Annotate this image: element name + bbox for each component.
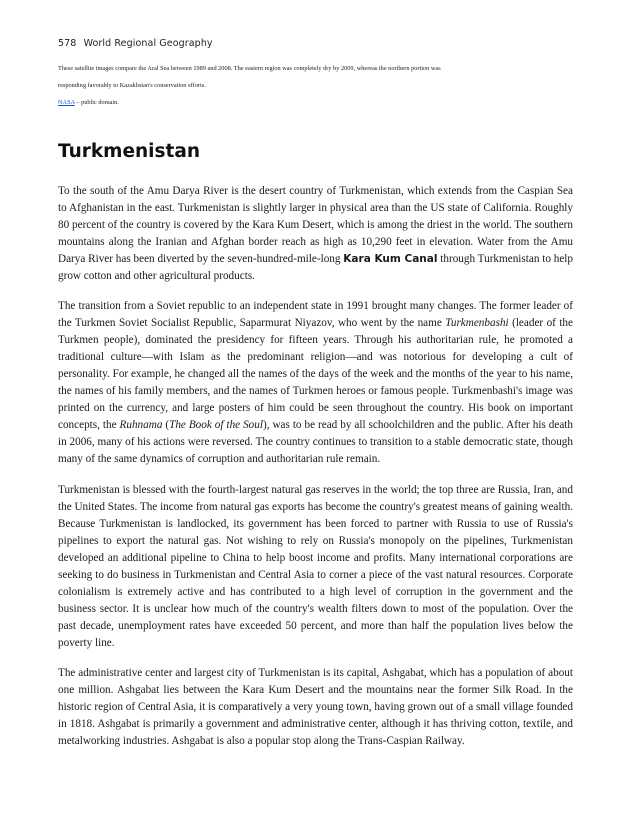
credit-license: – public domain. [74, 99, 119, 106]
nasa-credit-link[interactable]: NASA [58, 99, 75, 106]
italic-name: Turkmenbashi [445, 317, 509, 329]
section-body [58, 183, 573, 763]
paragraph-2-paren: ( [162, 419, 170, 431]
figure-caption: These satellite images compare the Aral Sea between 1989 and 2008. The eastern region was completely dry by 2009, whereas the northern portion was responding favorably to Kazakhstan's conservation efforts. [58, 65, 441, 89]
running-header [58, 38, 213, 49]
paragraph-3: Turkmenistan is blessed with the fourth-largest natural gas reserves in the world; the top three are Russia, Iran, and the United States. The income from natural gas exports has become the country's greatest means of gaining wealth. Because Turkmenistan is landlocked, its government has been forced to partner with Russia to use of Russia's pipelines to export the natural gas. Not wishing to rely on Russia's monopoly on the pipelines, Turkmenistan developed an additional pipeline to China to help boost income and profits. Many international corporations are seeking to do business in Turkmenistan and Central Asia to corner a piece of the vast natural resources. Corporate colonialism is extremely active and has contributed to a high level of corruption in the government and the business sector. It is unclear how much of the country's wealth filters down to most of the population. Over the past decade, unemployment rates have exceeded 50 percent, and more than half the population lives below the poverty line. [58, 484, 573, 649]
paragraph-4: The administrative center and largest city of Turkmenistan is its capital, Ashgabat, which has a population of about one million. Ashgabat lies between the Kara Kum Desert and the mountains near the former Silk Road. In the historic region of Central Asia, it is comparatively a very young town, having grown out of a small village founded in 1818. Ashgabat is primarily a government and administrative center, although it has thriving cotton, textile, and metalworking industries. Ashgabat is also a popular stop along the Trans-Caspian Railway. [58, 667, 573, 747]
book-title: World Regional Geography [83, 38, 213, 49]
paragraph-2-text-end: ), was to be read by all schoolchildren and the public. After his death in 2006, many of his actions were reversed. The country continues to transition to a stable democratic state, though many of the same dynamics of corruption and authoritarian rule remain. [58, 419, 573, 465]
key-term: Kara Kum Canal [343, 253, 438, 265]
paragraph-2-text-mid: (leader of the Turkmen people), dominated the presidency for fifteen years. Through his authoritarian rule, he promoted a traditional culture—with Islam as the predominant religion—and was notorious for developing a cult of personality. For example, he changed all the names of the days of the week and the months of the year to his name, the names of his family members, and the names of Turkmen heroes or famous people. Turkmenbashi's image was printed on the currency, and large posters of him could be seen throughout the country. His book on important concepts, the [58, 317, 573, 431]
image-credit [58, 99, 119, 106]
italic-book-title: Ruhnama [119, 419, 163, 431]
paragraph-1 [58, 183, 573, 285]
italic-book-translation: The Book of the Soul [169, 419, 263, 431]
page-number: 578 [58, 38, 77, 49]
section-heading: Turkmenistan [58, 141, 201, 162]
paragraph-1-text: To the south of the Amu Darya River is the desert country of Turkmenistan, which extends from the Caspian Sea to Afghanistan in the east. Turkmenistan is slightly larger in physical area than the US state of California. Roughly 80 percent of the country is covered by the Kara Kum Desert, which is among the driest in the world. The southern mountains along the Iranian and Afghan border reach as high as 10,290 feet in elevation. Water from the Amu Darya River has been diverted by the seven-hundred-mile-long [58, 185, 573, 265]
paragraph-2-text: The transition from a Soviet republic to an independent state in 1991 brought many changes. The former leader of the Turkmen Soviet Socialist Republic, Saparmurat Niyazov, who went by the name [58, 300, 573, 329]
paragraph-1-text-end: through Turkmenistan to help grow cotton and other agricultural products. [58, 253, 574, 282]
paragraph-2 [58, 298, 573, 468]
